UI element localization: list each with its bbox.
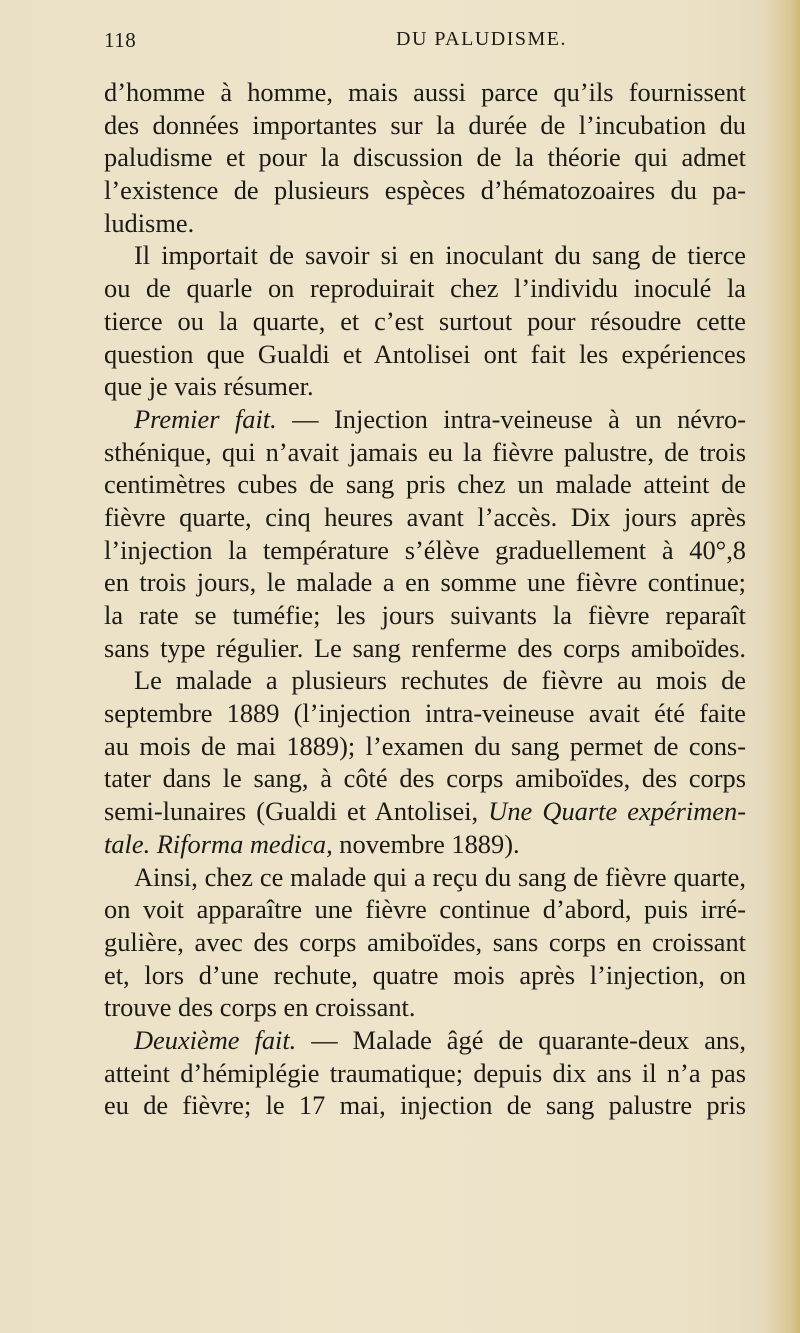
text-line: trouve des corps en croissant. [104, 992, 416, 1023]
text-line: des données importantes sur la durée de l’incubation du [104, 109, 746, 140]
text-line-citation [104, 828, 746, 861]
premier-fait-heading: Premier fait. [134, 403, 277, 434]
body-text [104, 76, 746, 1122]
text-line: sthénique, qui n’avait jamais eu la fièvre palustre, de trois [104, 436, 746, 467]
text-line: eu de fièvre; le 17 mai, injection de sang palustre pris [104, 1090, 746, 1121]
text-line: fièvre quarte, cinq heures avant l’accès. Dix jours après [104, 501, 746, 532]
text-line: centimètres cubes de sang pris chez un malade atteint de [104, 469, 746, 500]
text-line: Ainsi, chez ce malade qui a reçu du sang de fièvre quarte, [134, 861, 746, 892]
text-line: et, lors d’une rechute, quatre mois après l’injection, on [104, 959, 746, 990]
page-edge-shadow [766, 0, 800, 1333]
text-line-rest: novembre 1889). [339, 828, 520, 859]
deuxieme-fait-heading: Deuxième fait. [134, 1024, 297, 1055]
text-line: l’existence de plusieurs espèces d’hématozoaires du pa- [104, 175, 746, 206]
citation-title: Une Quarte expérimen- [488, 796, 746, 827]
text-line-citation [104, 795, 746, 828]
text-line: ludisme. [104, 207, 195, 238]
text-line: tater dans le sang, à côté des corps amiboïdes, des corps [104, 763, 746, 794]
text-line: tierce ou la quarte, et c’est surtout pour résoudre cette [104, 305, 746, 336]
text-line: septembre 1889 (l’injection intra-veineuse avait été faite [104, 698, 746, 729]
text-line: l’injection la température s’élève graduellement à 40°,8 [104, 534, 746, 565]
text-line-deuxieme-fait [104, 1024, 746, 1057]
text-line: que je vais résumer. [104, 371, 314, 402]
text-line: d’homme à homme, mais aussi parce qu’ils fournissent [104, 77, 746, 107]
text-line-rest: — Malade âgé de quarante-deux ans, [311, 1024, 746, 1055]
text-line: sans type régulier. Le sang renferme des corps amiboïdes. [104, 632, 746, 663]
text-line-rest: — Injection intra-veineuse à un névro- [292, 403, 746, 434]
page-number: 118 [104, 28, 137, 52]
text-line: au mois de mai 1889); l’examen du sang permet de cons- [104, 730, 746, 761]
running-head: DU PALUDISME. [396, 28, 568, 50]
text-line: question que Gualdi et Antolisei ont fait les expériences [104, 338, 746, 369]
text-line: la rate se tuméfie; les jours suivants la fièvre reparaît [104, 600, 746, 630]
text-line-start: semi-lunaires (Gualdi et Antolisei, [104, 796, 479, 827]
text-line: gulière, avec des corps amiboïdes, sans corps en croissant [104, 926, 746, 957]
text-line: on voit apparaître une fièvre continue d’abord, puis irré- [104, 894, 746, 925]
page-header [104, 28, 744, 58]
text-line: ou de quarle on reproduirait chez l’individu inoculé la [104, 273, 746, 304]
text-line: paludisme et pour la discussion de la théorie qui admet [104, 142, 746, 173]
text-line: en trois jours, le malade a en somme une fièvre continue; [104, 567, 746, 598]
citation-journal: tale. Riforma medica, [104, 828, 333, 859]
text-line: atteint d’hémiplégie traumatique; depuis dix ans il n’a pas [104, 1057, 746, 1088]
text-line: Il importait de savoir si en inoculant du sang de tierce [134, 240, 746, 271]
text-line-premier-fait [104, 403, 746, 436]
text-line: Le malade a plusieurs rechutes de fièvre au mois de [134, 665, 746, 696]
